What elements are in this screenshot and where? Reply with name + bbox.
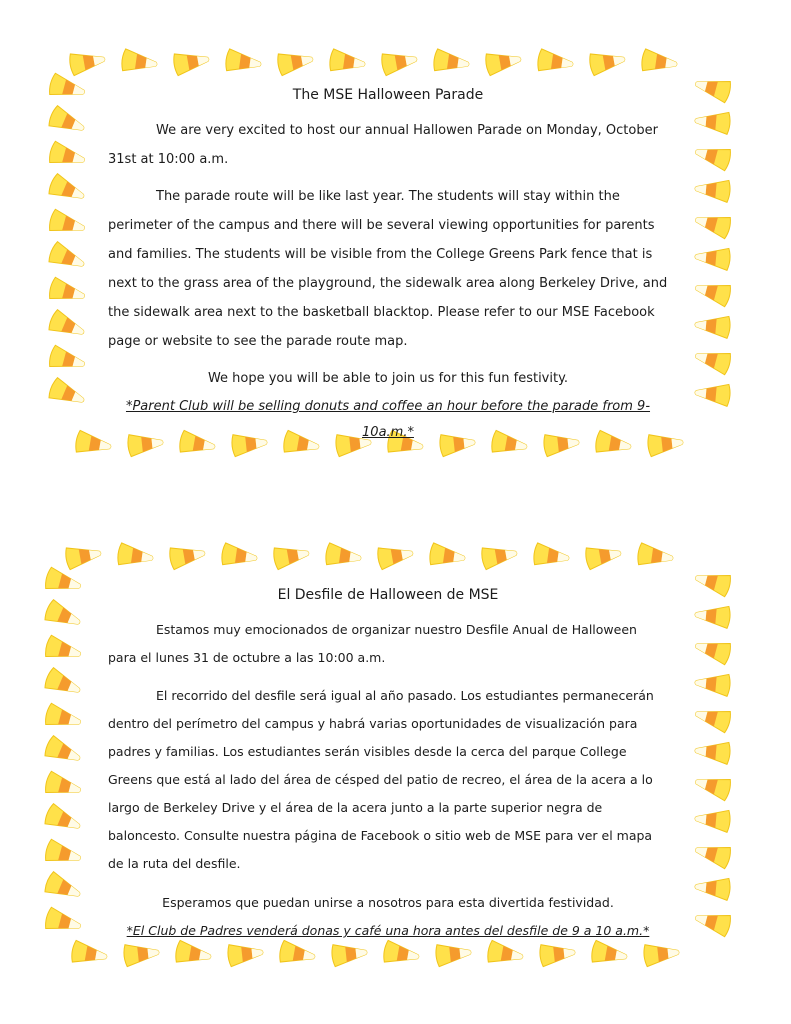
- candy-corn-icon: [588, 48, 626, 76]
- candy-corn-icon: [693, 567, 733, 597]
- candy-corn-icon: [382, 940, 420, 968]
- candy-corn-icon: [48, 73, 88, 103]
- candy-corn-icon: [329, 49, 367, 76]
- candy-corn-icon: [331, 941, 368, 967]
- candy-corn-icon: [693, 345, 733, 375]
- candy-corn-icon: [325, 543, 363, 570]
- candy-corn-icon: [693, 209, 733, 239]
- candy-corn-icon: [694, 314, 731, 339]
- candy-corn-icon: [47, 241, 88, 275]
- candy-corn-icon: [584, 542, 622, 570]
- candy-corn-icon: [641, 49, 679, 76]
- candy-corn-icon: [48, 277, 88, 307]
- candy-corn-icon: [43, 667, 84, 701]
- route-paragraph: El recorrido del desfile será igual al año pasado. Los estudiantes permanecerán dentro del perímetro del campus y habrá varias oportunidades de visualización para padres y familias. Los estudiantes serán visibles desde la cerca del parque College Greens que está al lado del área de césped del patio de recreo, el área de la acera a lo largo de Berkeley Drive y el área de la acera junto a la parte superior negra de baloncesto. Consulte nuestra página de Facebook o sitio web de MSE para ver el mapa de la ruta del desfile.: [108, 688, 654, 871]
- parent-club-note: *Parent Club will be selling donuts and coffee an hour before the parade from 9-10a.m.*: [125, 399, 651, 440]
- candy-corn-icon: [48, 141, 88, 171]
- candy-corn-icon: [693, 635, 733, 665]
- candy-corn-icon: [694, 246, 731, 271]
- candy-corn-icon: [693, 277, 733, 307]
- intro-paragraph: We are very excited to host our annual Hallowen Parade on Monday, October 31st at 10:00 a.m.: [108, 123, 658, 167]
- candy-corn-icon: [533, 543, 571, 570]
- closing-line: We hope you will be able to join us for this fun festivity.: [207, 371, 569, 386]
- candy-corn-icon: [693, 703, 733, 733]
- candy-corn-icon: [694, 740, 731, 765]
- candy-corn-icon: [43, 803, 84, 837]
- flyer-content: [108, 580, 668, 944]
- candy-corn-icon: [694, 672, 731, 697]
- candy-corn-icon: [47, 377, 88, 411]
- candy-corn-icon: [68, 48, 106, 76]
- candy-corn-icon: [44, 635, 84, 665]
- candy-corn-icon: [121, 49, 159, 76]
- candy-corn-icon: [276, 48, 314, 76]
- candy-corn-icon: [44, 839, 84, 869]
- candy-corn-icon: [43, 871, 84, 905]
- candy-corn-icon: [44, 771, 84, 801]
- candy-corn-icon: [537, 49, 575, 76]
- candy-corn-icon: [694, 876, 731, 901]
- candy-corn-icon: [278, 940, 316, 968]
- candy-corn-icon: [693, 907, 733, 937]
- candy-corn-icon: [693, 771, 733, 801]
- candy-corn-icon: [435, 941, 472, 967]
- candy-corn-icon: [225, 49, 263, 76]
- candy-corn-icon: [429, 543, 467, 570]
- flyer-title: The MSE Halloween Parade: [292, 87, 484, 103]
- candy-corn-icon: [590, 940, 628, 968]
- candy-corn-icon: [47, 173, 88, 207]
- candy-corn-icon: [70, 940, 108, 968]
- candy-corn-icon: [172, 48, 210, 76]
- english-flyer: [0, 0, 791, 500]
- candy-corn-icon: [44, 567, 84, 597]
- candy-corn-icon: [47, 309, 88, 343]
- candy-corn-icon: [227, 941, 264, 967]
- candy-corn-icon: [272, 542, 310, 570]
- candy-corn-icon: [693, 73, 733, 103]
- flyer-title: El Desfile de Halloween de MSE: [277, 587, 499, 603]
- candy-corn-icon: [44, 907, 84, 937]
- candy-corn-icon: [694, 178, 731, 203]
- candy-corn-icon: [694, 382, 731, 407]
- candy-corn-icon: [637, 543, 675, 570]
- intro-paragraph: Estamos muy emocionados de organizar nuestro Desfile Anual de Halloween para el lunes 31 de octubre a las 10:00 a.m.: [108, 622, 637, 665]
- candy-corn-icon: [47, 105, 88, 139]
- candy-corn-icon: [48, 345, 88, 375]
- candy-corn-icon: [380, 48, 418, 76]
- candy-corn-icon: [123, 941, 160, 967]
- candy-corn-icon: [376, 542, 414, 570]
- candy-corn-icon: [43, 735, 84, 769]
- candy-corn-icon: [484, 48, 522, 76]
- route-paragraph: The parade route will be like last year. The students will stay within the perimeter of the campus and there will be several viewing opportunities for parents and families. The students will be visible from the College Greens Park fence that is next to the grass area of the playground, the sidewalk area along Berkeley Drive, and the sidewalk area next to the basketball blacktop. Please refer to our MSE Facebook page or website to see the parade route map.: [108, 189, 668, 349]
- candy-corn-icon: [74, 430, 112, 458]
- candy-corn-icon: [48, 209, 88, 239]
- candy-corn-icon: [694, 604, 731, 629]
- candy-corn-icon: [433, 49, 471, 76]
- candy-corn-icon: [486, 940, 524, 968]
- candy-corn-icon: [539, 941, 576, 967]
- candy-corn-icon: [64, 542, 102, 570]
- candy-corn-icon: [168, 542, 206, 570]
- candy-corn-icon: [694, 808, 731, 833]
- candy-corn-icon: [43, 599, 84, 633]
- spanish-flyer: [0, 510, 791, 1024]
- parent-club-note: *El Club de Padres venderá donas y café una hora antes del desfile de 9 a 10 a.m.*: [126, 923, 650, 938]
- candy-corn-icon: [693, 839, 733, 869]
- candy-corn-icon: [643, 941, 680, 967]
- candy-corn-icon: [117, 543, 155, 570]
- candy-corn-icon: [693, 141, 733, 171]
- flyer-content: [108, 80, 668, 446]
- candy-corn-icon: [480, 542, 518, 570]
- candy-corn-icon: [694, 110, 731, 135]
- candy-corn-icon: [174, 940, 212, 968]
- closing-line: Esperamos que puedan unirse a nosotros para esta divertida festividad.: [162, 895, 614, 910]
- candy-corn-icon: [44, 703, 84, 733]
- candy-corn-icon: [221, 543, 259, 570]
